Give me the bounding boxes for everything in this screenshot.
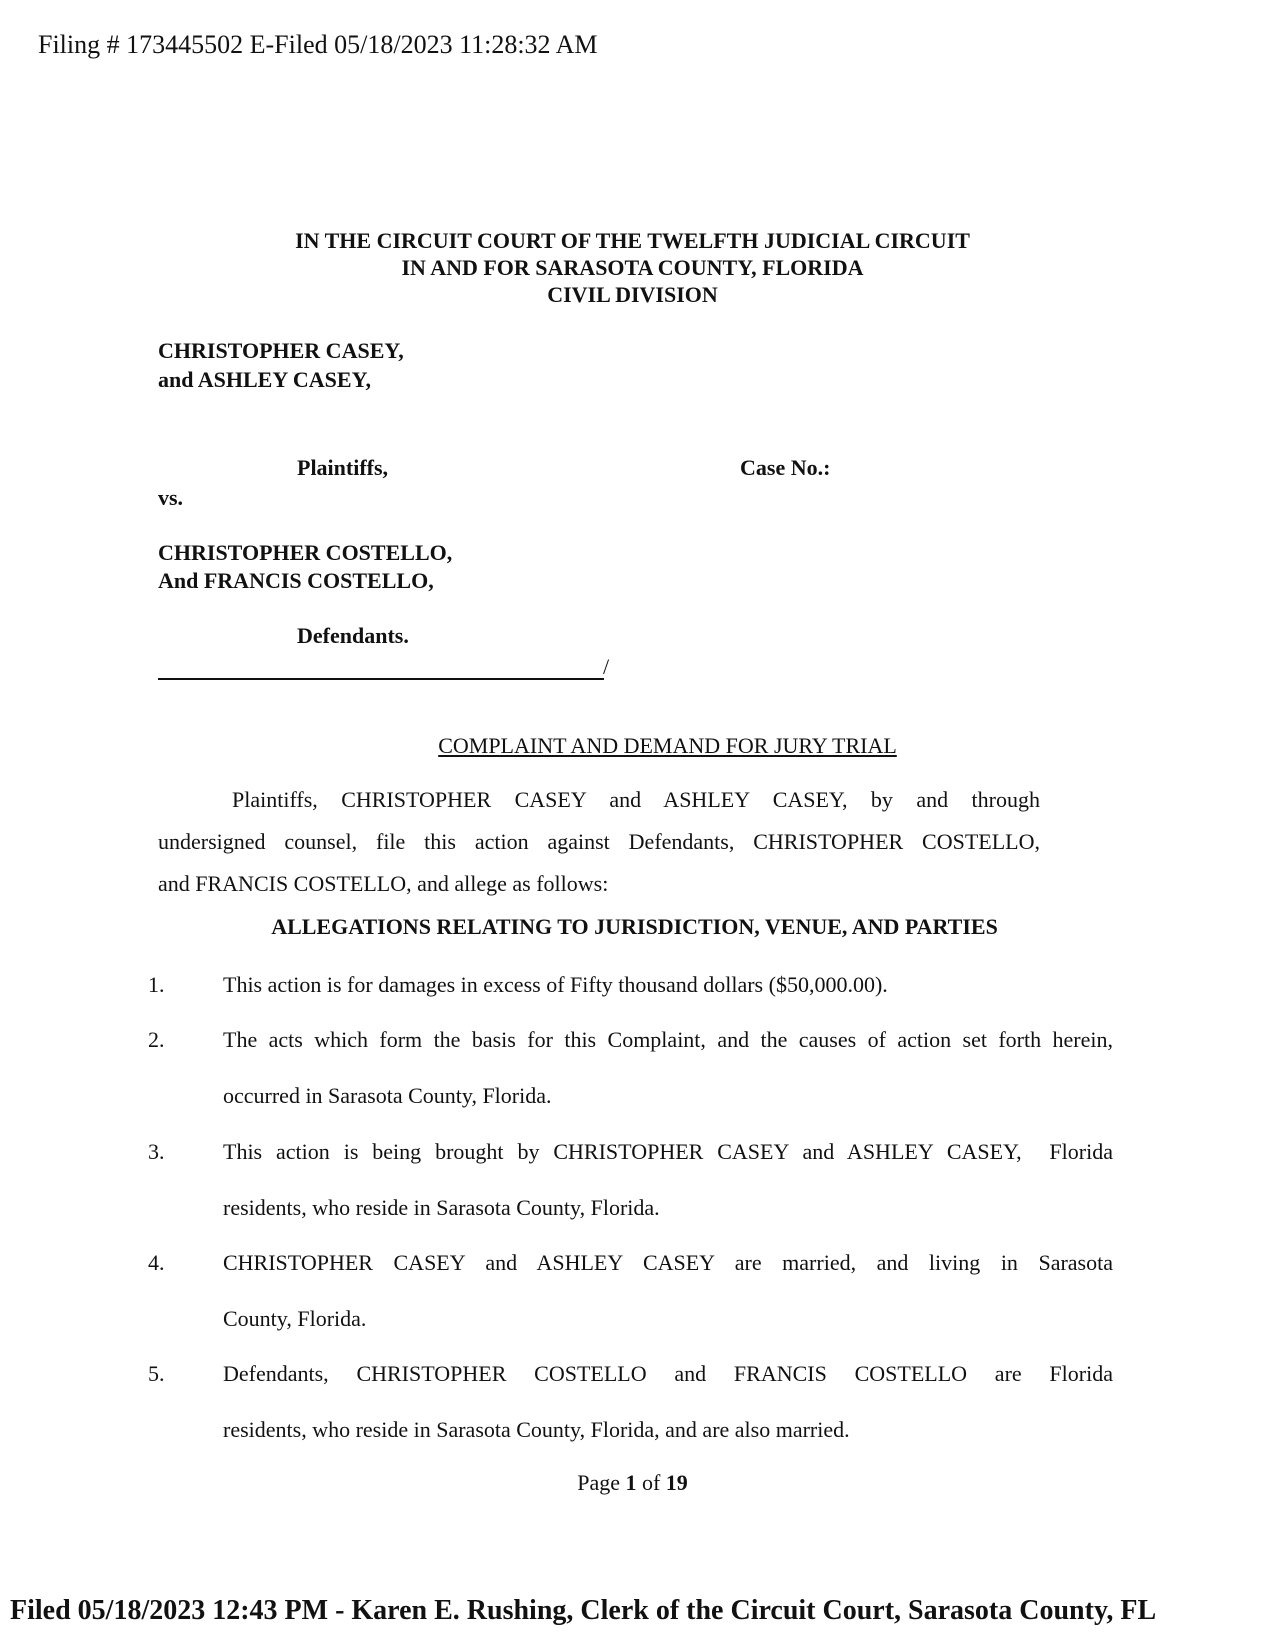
- caption-rule-slash: /: [603, 654, 610, 679]
- intro-line-1: Plaintiffs, CHRISTOPHER CASEY and ASHLEY CASEY, by and through: [232, 787, 1040, 812]
- paragraph-number: 2.: [148, 1027, 165, 1052]
- plaintiff-name-1: CHRISTOPHER CASEY,: [158, 338, 404, 363]
- paragraph-number: 3.: [148, 1139, 165, 1164]
- versus-label: vs.: [158, 485, 184, 510]
- paragraph-number: 5.: [148, 1361, 165, 1386]
- defendants-label: Defendants.: [297, 623, 409, 648]
- page-total: 19: [665, 1470, 688, 1495]
- efiling-stamp: Filing # 173445502 E-Filed 05/18/2023 11:28:32 AM: [38, 30, 598, 59]
- paragraph-number: 4.: [148, 1250, 165, 1275]
- paragraph-5-line-1: Defendants, CHRISTOPHER COSTELLO and FRANCIS COSTELLO are Florida: [223, 1361, 1113, 1386]
- defendant-name-2: And FRANCIS COSTELLO,: [158, 568, 434, 593]
- court-division: CIVIL DIVISION: [547, 282, 718, 307]
- section-heading: [0, 914, 1265, 940]
- paragraph-2-line-2: occurred in Sarasota County, Florida.: [223, 1083, 552, 1108]
- caption-rule: [158, 678, 604, 680]
- page-number: [0, 1470, 1265, 1496]
- clerk-filing-stamp: Filed 05/18/2023 12:43 PM - Karen E. Rushing, Clerk of the Circuit Court, Sarasota County, FL: [10, 1595, 1157, 1626]
- paragraph-number: 1.: [148, 972, 165, 997]
- intro-line-3: and FRANCIS COSTELLO, and allege as follows:: [158, 871, 609, 896]
- court-name-line-1: IN THE CIRCUIT COURT OF THE TWELFTH JUDICIAL CIRCUIT: [295, 228, 970, 253]
- paragraph-1-line-1: This action is for damages in excess of Fifty thousand dollars ($50,000.00).: [223, 972, 888, 997]
- case-number-label: Case No.:: [740, 455, 831, 480]
- paragraph-5-line-2: residents, who reside in Sarasota County, Florida, and are also married.: [223, 1417, 850, 1442]
- defendant-name-1: CHRISTOPHER COSTELLO,: [158, 540, 453, 565]
- page-of: of: [636, 1470, 666, 1495]
- plaintiffs-label: Plaintiffs,: [297, 455, 389, 480]
- paragraph-2-line-1: The acts which form the basis for this Complaint, and the causes of action set forth herein,: [223, 1027, 1113, 1052]
- paragraph-4-line-2: County, Florida.: [223, 1306, 367, 1331]
- page-current: 1: [625, 1470, 637, 1495]
- section-heading-text: ALLEGATIONS RELATING TO JURISDICTION, VENUE, AND PARTIES: [271, 914, 998, 939]
- intro-line-2: undersigned counsel, file this action against Defendants, CHRISTOPHER COSTELLO,: [158, 829, 1040, 854]
- plaintiff-name-2: and ASHLEY CASEY,: [158, 367, 371, 392]
- page-prefix: Page: [577, 1470, 626, 1495]
- paragraph-3-line-1: This action is being brought by CHRISTOPHER CASEY and ASHLEY CASEY, Florida: [223, 1139, 1113, 1164]
- paragraph-3-line-2: residents, who reside in Sarasota County, Florida.: [223, 1195, 660, 1220]
- paragraph-4-line-1: CHRISTOPHER CASEY and ASHLEY CASEY are married, and living in Sarasota: [223, 1250, 1113, 1275]
- document-title: COMPLAINT AND DEMAND FOR JURY TRIAL: [438, 733, 897, 758]
- court-name-line-2: IN AND FOR SARASOTA COUNTY, FLORIDA: [401, 255, 864, 280]
